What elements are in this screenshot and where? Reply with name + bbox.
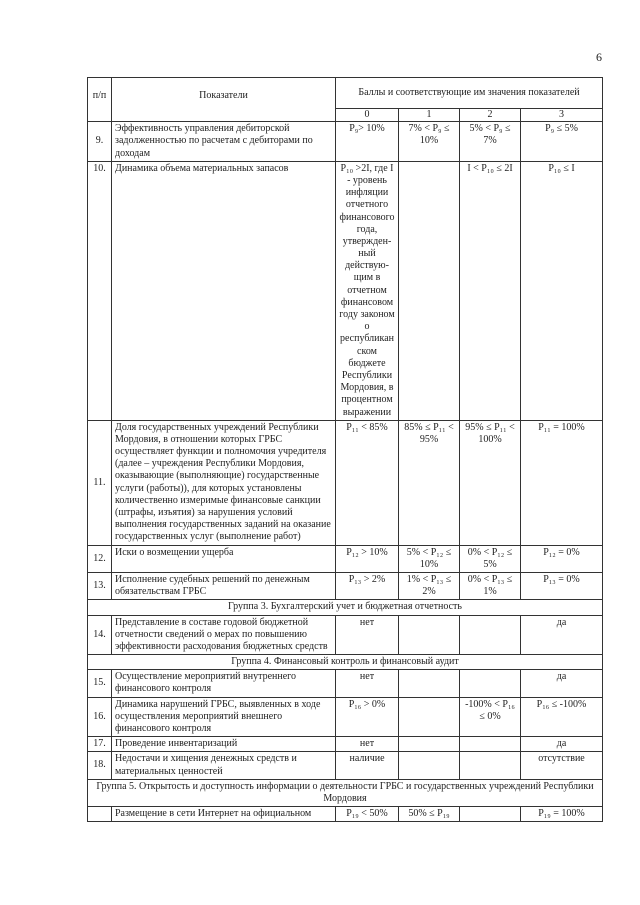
table-row — [88, 572, 603, 599]
row-score-3: да — [521, 670, 603, 697]
row-score-3: P₁₂ = 0% — [521, 545, 603, 572]
group-header-row — [88, 600, 603, 615]
row-score-0: нет — [336, 615, 399, 655]
row-score-2: 0% < P₁₃ ≤ 1% — [460, 572, 521, 599]
table-row — [88, 615, 603, 655]
table-row — [88, 161, 603, 420]
group-title: Группа 4. Финансовый контроль и финансовый аудит — [88, 655, 603, 670]
row-score-2 — [460, 752, 521, 779]
header-number: п/п — [88, 78, 112, 122]
row-score-0: P₁₂ > 10% — [336, 545, 399, 572]
row-indicator: Динамика объема материальных запасов — [112, 161, 336, 420]
row-score-1 — [399, 615, 460, 655]
row-score-2: 95% ≤ P₁₁ < 100% — [460, 420, 521, 545]
header-scores: Баллы и соответствующие им значения показателей — [336, 78, 603, 109]
row-indicator: Недостачи и хищения денежных средств и материальных ценностей — [112, 752, 336, 779]
table-row — [88, 122, 603, 162]
row-score-1: 50% ≤ P₁₉ — [399, 807, 460, 822]
row-indicator: Доля государственных учреждений Республики Мордовия, в отношении которых ГРБС осуществляет функции и полномочия учредителя (далее – учреждения Республики Мордовия, оказывающие (выполняющие) государственные услуги (работы)), для которых установлены количественно измеримые финансовые санкции (штрафы, изъятия) за нарушения условий выполнения государственных заданий на оказание государственных услуг (выполнение работ) — [112, 420, 336, 545]
row-number: 14. — [88, 615, 112, 655]
row-number: 17. — [88, 737, 112, 752]
row-score-1 — [399, 737, 460, 752]
row-score-0: P₉> 10% — [336, 122, 399, 162]
row-indicator: Иски о возмещении ущерба — [112, 545, 336, 572]
table-row — [88, 697, 603, 737]
header-score-1: 1 — [399, 109, 460, 122]
table-row — [88, 807, 603, 822]
table-row — [88, 752, 603, 779]
header-score-0: 0 — [336, 109, 399, 122]
row-score-3: P₁₉ = 100% — [521, 807, 603, 822]
row-number: 12. — [88, 545, 112, 572]
group-title: Группа 3. Бухгалтерский учет и бюджетная отчетность — [88, 600, 603, 615]
row-score-2 — [460, 615, 521, 655]
row-score-2 — [460, 737, 521, 752]
row-score-3: да — [521, 737, 603, 752]
row-number: 11. — [88, 420, 112, 545]
row-score-1 — [399, 697, 460, 737]
row-indicator: Размещение в сети Интернет на официальном — [112, 807, 336, 822]
row-score-2: -100% < P₁₆ ≤ 0% — [460, 697, 521, 737]
row-indicator: Исполнение судебных решений по денежным обязательствам ГРБС — [112, 572, 336, 599]
row-score-3: P₁₆ ≤ -100% — [521, 697, 603, 737]
row-number: 18. — [88, 752, 112, 779]
row-score-2: 5% < P₉ ≤ 7% — [460, 122, 521, 162]
row-score-3: P₉ ≤ 5% — [521, 122, 603, 162]
row-score-1 — [399, 752, 460, 779]
row-number: 10. — [88, 161, 112, 420]
row-indicator: Представление в составе годовой бюджетной отчетности сведений о мерах по повышению эффективности расходования бюджетных средств — [112, 615, 336, 655]
group-title: Группа 5. Открытость и доступность информации о деятельности ГРБС и государственных учреждений Республики Мордовия — [88, 779, 603, 806]
table-body — [88, 122, 603, 822]
header-score-3: 3 — [521, 109, 603, 122]
table-row — [88, 420, 603, 545]
row-indicator: Динамика нарушений ГРБС, выявленных в ходе осуществления мероприятий внешнего финансового контроля — [112, 697, 336, 737]
row-score-0: нет — [336, 670, 399, 697]
row-score-1: 5% < P₁₂ ≤ 10% — [399, 545, 460, 572]
row-score-3: P₁₃ = 0% — [521, 572, 603, 599]
row-score-0: P₁₃ > 2% — [336, 572, 399, 599]
row-score-0: P₁₆ > 0% — [336, 697, 399, 737]
table-row — [88, 670, 603, 697]
row-number: 15. — [88, 670, 112, 697]
group-header-row — [88, 779, 603, 806]
row-score-0: P₁₁ < 85% — [336, 420, 399, 545]
indicators-table — [87, 77, 603, 822]
row-number: 9. — [88, 122, 112, 162]
table-header — [88, 78, 603, 122]
header-indicator: Показатели — [112, 78, 336, 122]
row-score-2 — [460, 670, 521, 697]
row-score-1: 7% < P₉ ≤ 10% — [399, 122, 460, 162]
row-score-1 — [399, 670, 460, 697]
row-number: 16. — [88, 697, 112, 737]
row-score-0: P₁₀ >2I, где I - уровень инфляции отчетного финансового года, утвержден- ный действую- щим в отчетном финансовом году законом о республикан ском бюджете Республики Мордовия, в процентном выражении — [336, 161, 399, 420]
group-header-row — [88, 655, 603, 670]
row-score-0: P₁₉ < 50% — [336, 807, 399, 822]
row-number: 13. — [88, 572, 112, 599]
row-score-1: 85% ≤ P₁₁ < 95% — [399, 420, 460, 545]
row-score-2: I < P₁₀ ≤ 2I — [460, 161, 521, 420]
row-score-1: 1% < P₁₃ ≤ 2% — [399, 572, 460, 599]
row-score-0: нет — [336, 737, 399, 752]
row-indicator: Проведение инвентаризаций — [112, 737, 336, 752]
row-score-3: P₁₀ ≤ I — [521, 161, 603, 420]
table-row — [88, 737, 603, 752]
header-score-2: 2 — [460, 109, 521, 122]
row-indicator: Осуществление мероприятий внутреннего финансового контроля — [112, 670, 336, 697]
row-score-0: наличие — [336, 752, 399, 779]
row-score-2: 0% < P₁₂ ≤ 5% — [460, 545, 521, 572]
row-score-3: отсутствие — [521, 752, 603, 779]
table-row — [88, 545, 603, 572]
row-score-2 — [460, 807, 521, 822]
row-number — [88, 807, 112, 822]
row-score-1 — [399, 161, 460, 420]
row-score-3: P₁₁ = 100% — [521, 420, 603, 545]
row-score-3: да — [521, 615, 603, 655]
row-indicator: Эффективность управления дебиторской задолженностью по расчетам с дебиторами по доходам — [112, 122, 336, 162]
page-number: 6 — [596, 50, 602, 64]
